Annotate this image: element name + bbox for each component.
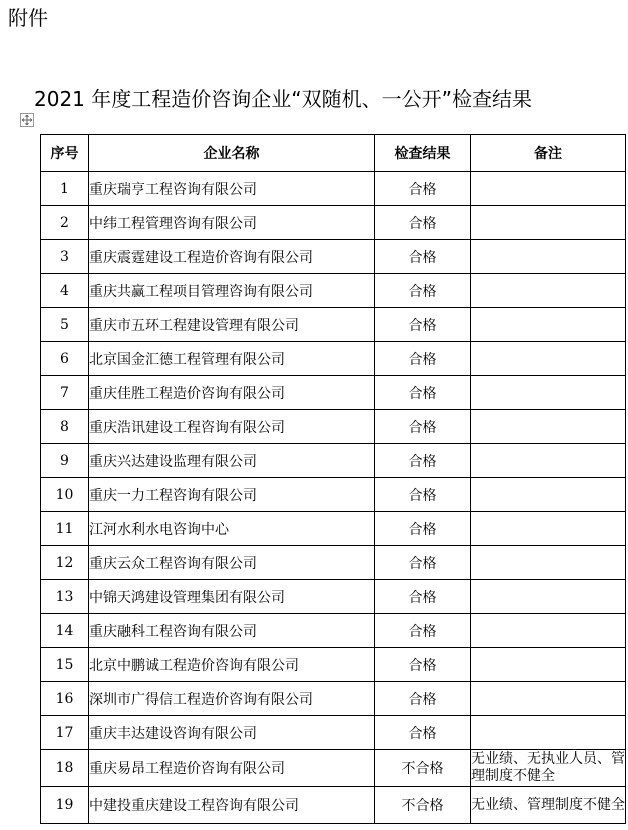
serial-no-cell: 3: [41, 240, 89, 274]
remarks-cell: [471, 444, 626, 478]
header-inspection-result: 检查结果: [375, 135, 471, 172]
company-name-cell: 重庆震霆建设工程造价咨询有限公司: [89, 240, 375, 274]
document-title: 2021 年度工程造价咨询企业“双随机、一公开”检查结果: [34, 87, 532, 111]
serial-no-cell: 18: [41, 750, 89, 787]
result-cell: 合格: [375, 478, 471, 512]
table-row: [41, 240, 626, 274]
remarks-cell: [471, 716, 626, 750]
table-row: [41, 308, 626, 342]
result-cell: 合格: [375, 240, 471, 274]
result-cell: 合格: [375, 512, 471, 546]
serial-no-cell: 8: [41, 410, 89, 444]
company-name-cell: 中建投重庆建设工程咨询有限公司: [89, 787, 375, 824]
serial-no-cell: 10: [41, 478, 89, 512]
result-cell: 合格: [375, 682, 471, 716]
header-serial-no: 序号: [41, 135, 89, 172]
remarks-cell: [471, 614, 626, 648]
table-row: [41, 716, 626, 750]
company-name-cell: 中纬工程管理咨询有限公司: [89, 206, 375, 240]
table-row: [41, 274, 626, 308]
result-cell: 合格: [375, 580, 471, 614]
result-cell: 合格: [375, 308, 471, 342]
table-row: [41, 750, 626, 787]
table-row: [41, 682, 626, 716]
table-row: [41, 648, 626, 682]
table-row: [41, 376, 626, 410]
company-name-cell: 重庆一力工程咨询有限公司: [89, 478, 375, 512]
inspection-result-table: [40, 134, 626, 824]
result-cell: 合格: [375, 274, 471, 308]
company-name-cell: 重庆共赢工程项目管理咨询有限公司: [89, 274, 375, 308]
serial-no-cell: 5: [41, 308, 89, 342]
serial-no-cell: 14: [41, 614, 89, 648]
remarks-cell: [471, 580, 626, 614]
result-cell: 合格: [375, 376, 471, 410]
company-name-cell: 重庆市五环工程建设管理有限公司: [89, 308, 375, 342]
remarks-cell: [471, 274, 626, 308]
company-name-cell: 重庆融科工程咨询有限公司: [89, 614, 375, 648]
table-move-handle[interactable]: [20, 113, 34, 127]
company-name-cell: 北京中鹏诚工程造价咨询有限公司: [89, 648, 375, 682]
result-cell: 合格: [375, 172, 471, 206]
table-row: [41, 206, 626, 240]
serial-no-cell: 13: [41, 580, 89, 614]
table-row: [41, 546, 626, 580]
table-row: [41, 172, 626, 206]
remarks-cell: [471, 648, 626, 682]
serial-no-cell: 9: [41, 444, 89, 478]
remarks-cell: [471, 308, 626, 342]
result-cell: 合格: [375, 342, 471, 376]
serial-no-cell: 6: [41, 342, 89, 376]
table-row: [41, 614, 626, 648]
table-row: [41, 512, 626, 546]
serial-no-cell: 11: [41, 512, 89, 546]
table-row: [41, 444, 626, 478]
remarks-cell: [471, 376, 626, 410]
serial-no-cell: 2: [41, 206, 89, 240]
result-cell: 合格: [375, 648, 471, 682]
result-cell: 合格: [375, 614, 471, 648]
remarks-cell: 无业绩、管理制度不健全: [471, 787, 626, 824]
move-icon: [21, 114, 33, 126]
serial-no-cell: 12: [41, 546, 89, 580]
serial-no-cell: 7: [41, 376, 89, 410]
table-row: [41, 580, 626, 614]
serial-no-cell: 1: [41, 172, 89, 206]
company-name-cell: 重庆丰达建设咨询有限公司: [89, 716, 375, 750]
remarks-cell: [471, 172, 626, 206]
remarks-cell: [471, 240, 626, 274]
attachment-label: 附件: [8, 6, 48, 30]
remarks-cell: 无业绩、无执业人员、管理制度不健全: [471, 750, 626, 787]
header-company-name: 企业名称: [89, 135, 375, 172]
result-cell: 不合格: [375, 787, 471, 824]
company-name-cell: 深圳市广得信工程造价咨询有限公司: [89, 682, 375, 716]
company-name-cell: 北京国金汇德工程管理有限公司: [89, 342, 375, 376]
company-name-cell: 重庆浩讯建设工程咨询有限公司: [89, 410, 375, 444]
remarks-cell: [471, 512, 626, 546]
table-row: [41, 787, 626, 824]
result-cell: 不合格: [375, 750, 471, 787]
result-cell: 合格: [375, 206, 471, 240]
remarks-cell: [471, 410, 626, 444]
table-row: [41, 342, 626, 376]
serial-no-cell: 15: [41, 648, 89, 682]
remarks-cell: [471, 546, 626, 580]
serial-no-cell: 17: [41, 716, 89, 750]
remarks-cell: [471, 682, 626, 716]
company-name-cell: 江河水利水电咨询中心: [89, 512, 375, 546]
serial-no-cell: 16: [41, 682, 89, 716]
serial-no-cell: 19: [41, 787, 89, 824]
remarks-cell: [471, 342, 626, 376]
header-remarks: 备注: [471, 135, 626, 172]
company-name-cell: 重庆兴达建设监理有限公司: [89, 444, 375, 478]
table-row: [41, 410, 626, 444]
result-cell: 合格: [375, 444, 471, 478]
result-cell: 合格: [375, 546, 471, 580]
table-row: [41, 478, 626, 512]
table-header-row: [41, 135, 626, 172]
company-name-cell: 重庆佳胜工程造价咨询有限公司: [89, 376, 375, 410]
result-cell: 合格: [375, 716, 471, 750]
company-name-cell: 中锦天鸿建设管理集团有限公司: [89, 580, 375, 614]
result-cell: 合格: [375, 410, 471, 444]
serial-no-cell: 4: [41, 274, 89, 308]
remarks-cell: [471, 478, 626, 512]
remarks-cell: [471, 206, 626, 240]
company-name-cell: 重庆云众工程咨询有限公司: [89, 546, 375, 580]
company-name-cell: 重庆易昂工程造价咨询有限公司: [89, 750, 375, 787]
company-name-cell: 重庆瑞亨工程咨询有限公司: [89, 172, 375, 206]
